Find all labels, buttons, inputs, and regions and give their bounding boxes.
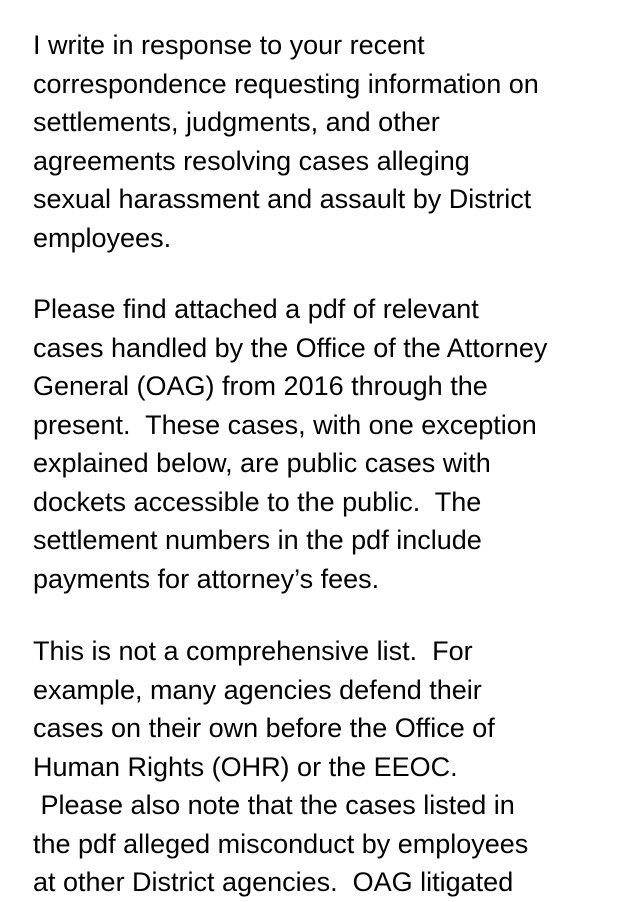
paragraph-attached-pdf <box>33 290 547 598</box>
text-line: settlements, judgments, and other <box>33 107 440 137</box>
text-line: explained below, are public cases with <box>33 448 491 478</box>
text-line: sexual harassment and assault by District <box>33 184 532 214</box>
text-line: at other District agencies. OAG litigated <box>33 867 514 897</box>
text-line: example, many agencies defend their <box>33 674 482 705</box>
text-line: I write in response to your recent <box>33 30 425 60</box>
text-line: dockets accessible to the public. The <box>33 486 482 517</box>
paragraph-response-intro <box>33 26 539 257</box>
text-line: General (OAG) from 2016 through the <box>33 371 488 401</box>
text-line: Please find attached a pdf of relevant <box>33 294 479 324</box>
text-line: This is not a comprehensive list. For <box>33 636 473 666</box>
text-line: Please also note that the cases listed in <box>33 790 515 820</box>
text-line: correspondence requesting information on <box>33 68 539 99</box>
text-line: Human Rights (OHR) or the EEOC. <box>33 751 458 782</box>
text-line: the pdf alleged misconduct by employees <box>33 828 529 859</box>
paragraph-not-comprehensive <box>33 632 528 902</box>
text-line: cases handled by the Office of the Attorney <box>33 332 548 363</box>
text-line: settlement numbers in the pdf include <box>33 525 482 555</box>
text-line: payments for attorney’s fees. <box>33 563 380 594</box>
text-line: cases on their own before the Office of <box>33 713 495 743</box>
text-line: present. These cases, with one exception <box>33 409 537 440</box>
text-line: employees. <box>33 222 172 253</box>
text-line: agreements resolving cases alleging <box>33 145 470 176</box>
